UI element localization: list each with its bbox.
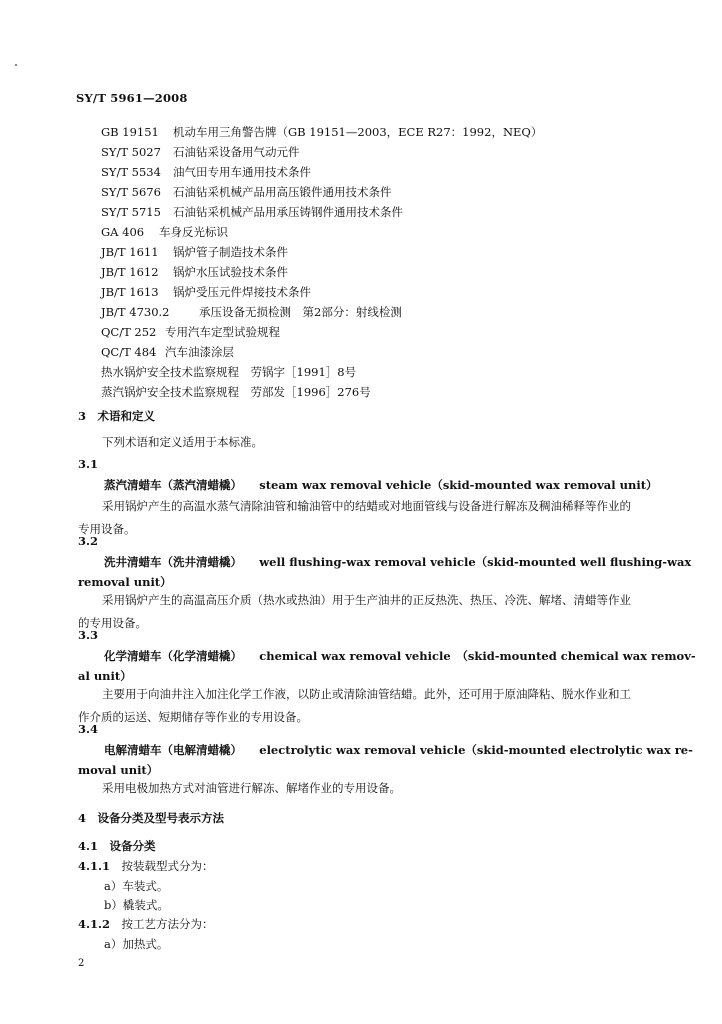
page-number: 2	[78, 958, 85, 969]
reference-item: 蒸汽锅炉安全技术监察规程 劳部发［1996］276号	[101, 385, 371, 399]
term-title-continued: moval unit）	[78, 763, 159, 777]
reference-item: 热水锅炉安全技术监察规程 劳锅字［1991］8号	[101, 365, 357, 379]
term-title: 电解清蜡车（电解清蜡橇） electrolytic wax removal vehicle（skid-mounted electrolytic wax re-	[104, 743, 693, 757]
term-title: 蒸汽清蜡车（蒸汽清蜡橇） steam wax removal vehicle（skid-mounted wax removal unit）	[104, 478, 658, 492]
reference-item: GA 406 车身反光标识	[101, 225, 228, 239]
term-number: 3.4	[78, 722, 99, 736]
term-title: 化学清蜡车（化学清蜡橇） chemical wax removal vehicle （skid-mounted chemical wax remov-	[104, 649, 696, 663]
term-title: 洗井清蜡车（洗井清蜡橇） well flushing-wax removal vehicle（skid-mounted well flushing-wax	[104, 555, 692, 569]
section-3-heading: 3 术语和定义	[78, 409, 156, 423]
term-number: 3.1	[78, 457, 99, 471]
term-definition: 主要用于向油井注入加注化学工作液，以防止或清除油管结蜡。此外，还可用于原油降粘、脱水作业和工作介质的运送、短期储存等作业的专用设备。	[78, 687, 631, 724]
term-title-continued: al unit）	[78, 669, 132, 683]
reference-item: SY/T 5676 石油钻采机械产品用高压锻件通用技术条件	[101, 185, 392, 199]
term-number: 3.2	[78, 534, 99, 548]
term-definition: 采用电极加热方式对油管进行解冻、解堵作业的专用设备。	[102, 781, 401, 795]
section-4-heading: 4 设备分类及型号表示方法	[78, 811, 225, 825]
section-3-intro: 下列术语和定义适用于本标准。	[102, 435, 263, 449]
standard-number-header: SY/T 5961—2008	[76, 91, 188, 105]
term-definition: 采用锅炉产生的高温高压介质（热水或热油）用于生产油井的正反热洗、热压、冷洗、解堵、清蜡等作业的专用设备。	[78, 593, 631, 630]
reference-item: JB/T 1611 锅炉管子制造技术条件	[101, 245, 288, 259]
list-item: a）加热式。	[104, 937, 169, 951]
reference-item: SY/T 5715 石油钻采机械产品用承压铸钢件通用技术条件	[101, 205, 403, 219]
term-number: 3.3	[78, 628, 99, 642]
list-item: a）车装式。	[104, 879, 169, 893]
clause-4-1-2: 4.1.2 按工艺方法分为：	[78, 917, 214, 931]
term-title-continued: removal unit）	[78, 575, 172, 589]
reference-item: JB/T 4730.2 承压设备无损检测 第2部分：射线检测	[101, 305, 402, 319]
scan-speck	[15, 64, 17, 66]
reference-item: QC/T 252 专用汽车定型试验规程	[101, 325, 280, 339]
subsection-4-1-heading: 4.1 设备分类	[78, 839, 156, 853]
reference-item: GB 19151 机动车用三角警告牌（GB 19151—2003，ECE R27：1992，NEQ）	[101, 125, 543, 139]
reference-item: JB/T 1612 锅炉水压试验技术条件	[101, 265, 288, 279]
reference-item: QC/T 484 汽车油漆涂层	[101, 345, 234, 359]
list-item: b）橇装式。	[104, 898, 169, 912]
reference-item: JB/T 1613 锅炉受压元件焊接技术条件	[101, 285, 311, 299]
reference-item: SY/T 5534 油气田专用车通用技术条件	[101, 165, 311, 179]
reference-item: SY/T 5027 石油钻采设备用气动元件	[101, 145, 300, 159]
clause-4-1-1: 4.1.1 按装载型式分为：	[78, 859, 214, 873]
term-definition: 采用锅炉产生的高温水蒸气清除油管和输油管中的结蜡或对地面管线与设备进行解冻及稠油稀释等作业的专用设备。	[78, 499, 631, 536]
